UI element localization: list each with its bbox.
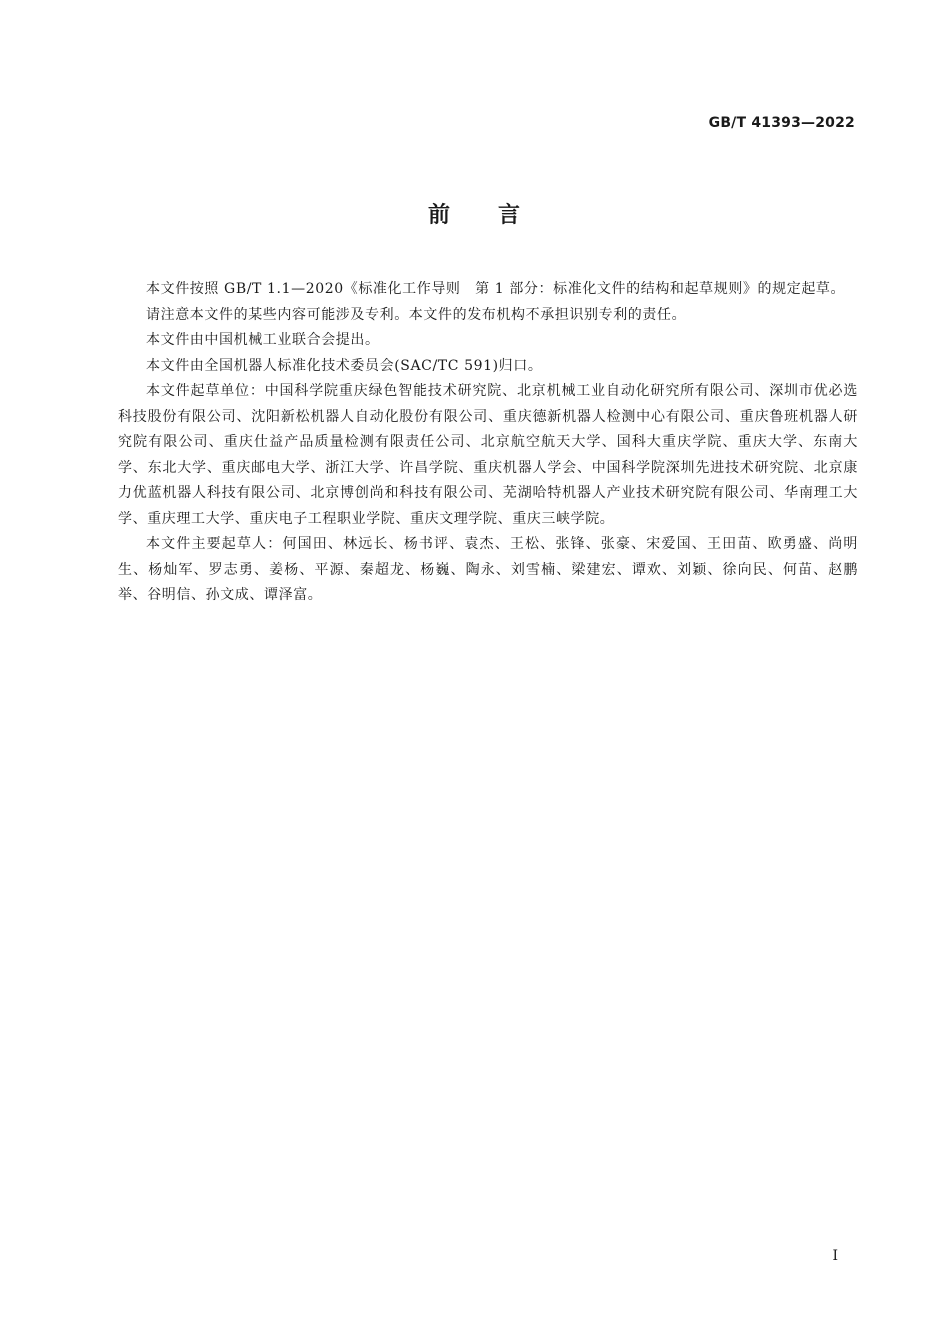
paragraph-patent-notice: 请注意本文件的某些内容可能涉及专利。本文件的发布机构不承担识别专利的责任。	[146, 306, 687, 323]
page-title	[0, 198, 950, 229]
standard-code: GB/T 41393—2022	[708, 115, 855, 131]
page-number: I	[832, 1248, 838, 1264]
paragraph-administered-by: 本文件由全国机器人标准化技术委员会(SAC/TC 591)归口。	[146, 357, 543, 374]
paragraph-main-drafters: 本文件主要起草人：何国田、林远长、杨书评、袁杰、王松、张锋、张豪、宋爱国、王田苗、欧勇盛、尚明生、杨灿军、罗志勇、姜杨、平源、秦超龙、杨巍、陶永、刘雪楠、梁建宏、谭欢、刘颖、徐向民、何苗、赵鹏举、谷明信、孙文成、谭泽富。	[118, 536, 858, 603]
paragraph-proposed-by: 本文件由中国机械工业联合会提出。	[146, 332, 380, 348]
foreword-body	[118, 277, 858, 609]
title-char-2: 言	[498, 203, 523, 228]
paragraph-drafting-units: 本文件起草单位：中国科学院重庆绿色智能技术研究院、北京机械工业自动化研究所有限公司、深圳市优必选科技股份有限公司、沈阳新松机器人自动化股份有限公司、重庆德新机器人检测中心有限公司、重庆鲁班机器人研究院有限公司、重庆仕益产品质量检测有限责任公司、北京航空航天大学、国科大重庆学院、重庆大学、东南大学、东北大学、重庆邮电大学、浙江大学、许昌学院、重庆机器人学会、中国科学院深圳先进技术研究院、北京康力优蓝机器人科技有限公司、北京博创尚和科技有限公司、芜湖哈特机器人产业技术研究院有限公司、华南理工大学、重庆理工大学、重庆电子工程职业学院、重庆文理学院、重庆三峡学院。	[118, 383, 858, 527]
paragraph-drafting-rules: 本文件按照 GB/T 1.1—2020《标准化工作导则 第 1 部分：标准化文件的结构和起草规则》的规定起草。	[146, 281, 846, 297]
title-char-1: 前	[427, 203, 452, 228]
